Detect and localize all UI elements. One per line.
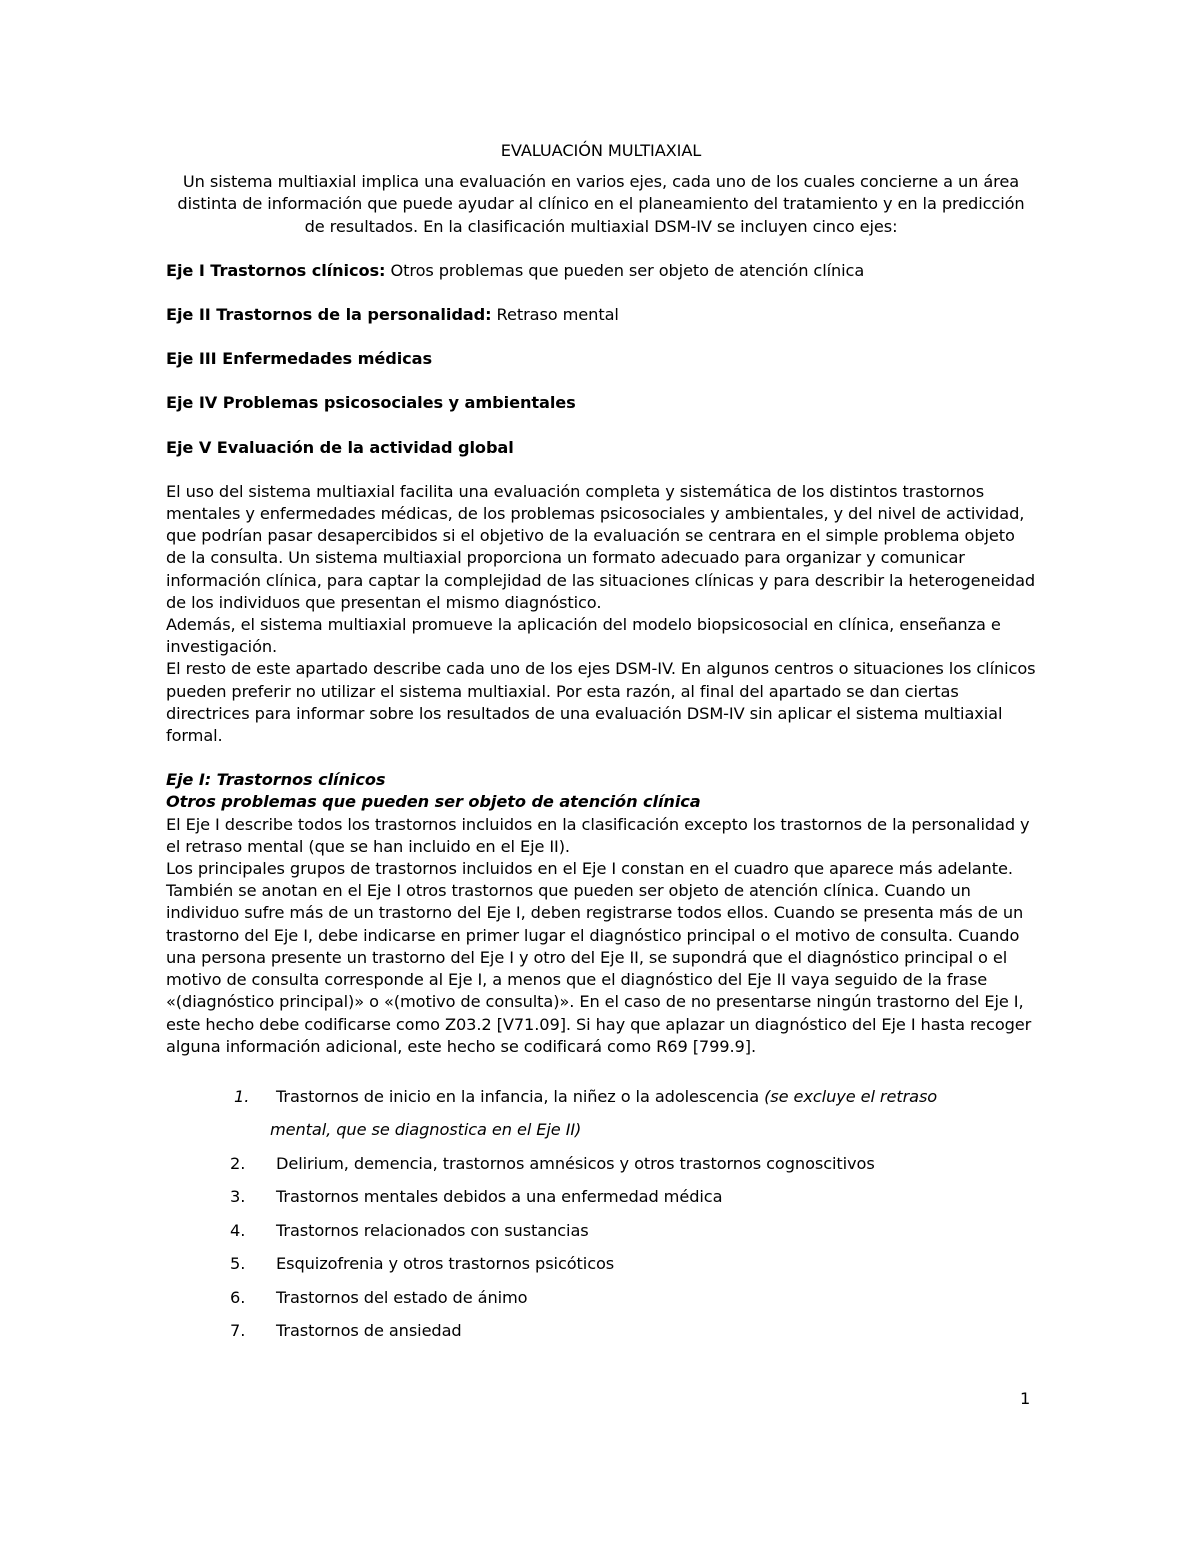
list-item (166, 1147, 1036, 1181)
axis-4-line (166, 392, 1036, 414)
page-number: 1 (1020, 1389, 1031, 1408)
section-paragraph: Los principales grupos de trastornos incluidos en el Eje I constan en el cuadro que aparece más adelante. También se anotan en el Eje I otros trastornos que pueden ser objeto de atención clínica. Cuando un individuo sufre más de un trastorno del Eje I, deben registrarse todos ellos. Cuando se presenta más de un trastorno del Eje I, debe indicarse en primer lugar el diagnóstico principal o el motivo de consulta. Cuando una persona presente un trastorno del Eje I y otro del Eje II, se supondrá que el diagnóstico principal o el motivo de consulta corresponde al Eje I, a menos que el diagnóstico del Eje II vaya seguido de la frase «(diagnóstico principal)» o «(motivo de consulta)». En el caso de no presentarse ningún trastorno del Eje I, este hecho debe codificarse como Z03.2 [V71.09]. Si hay que aplazar un diagnóstico del Eje I hasta recoger alguna información adicional, este hecho se codificará como R69 [799.9]. (166, 859, 1032, 1056)
list-item-text: Trastornos relacionados con sustancias (276, 1220, 589, 1240)
axis-1-label: Eje I Trastornos clínicos: (166, 260, 386, 280)
intro-paragraph: Un sistema multiaxial implica una evaluación en varios ejes, cada uno de los cuales concierne a un área distinta de información que puede ayudar al clínico en el planeamiento del tratamiento y en la predicción de resultados. En la clasificación multiaxial DSM-IV se incluyen cinco ejes: (177, 172, 1025, 236)
axis-5-line (166, 437, 1036, 459)
list-item-note-continued: mental, que se diagnostica en el Eje II) (270, 1120, 582, 1140)
disorder-list (166, 1080, 1036, 1348)
list-item-text: Trastornos de inicio en la infancia, la niñez o la adolescencia (276, 1086, 765, 1106)
list-item-text: Trastornos de ansiedad (276, 1321, 462, 1341)
list-item-text: Esquizofrenia y otros trastornos psicóticos (276, 1254, 615, 1274)
body-paragraph: Además, el sistema multiaxial promueve la aplicación del modelo biopsicosocial en clínica, enseñanza e investigación. (166, 615, 1001, 657)
list-item (166, 1214, 1036, 1248)
list-item-text: Delirium, demencia, trastornos amnésicos y otros trastornos cognoscitivos (276, 1153, 875, 1173)
list-item (166, 1247, 1036, 1281)
list-item-number: 7. (230, 1321, 246, 1341)
body-text (166, 481, 1036, 747)
document-page (166, 140, 1036, 1348)
section-heading: Eje I: Trastornos clínicos (166, 770, 386, 790)
list-item-number: 6. (230, 1287, 246, 1307)
axis-3-label: Eje III Enfermedades médicas (166, 349, 433, 369)
axis-2-line (166, 304, 1036, 326)
list-item-number: 4. (230, 1220, 246, 1240)
list-item-number: 3. (230, 1187, 246, 1207)
list-item-note: (se excluye el retraso (764, 1086, 938, 1106)
list-item-number: 1. (234, 1086, 250, 1106)
body-paragraph: El uso del sistema multiaxial facilita una evaluación completa y sistemática de los distintos trastornos mentales y enfermedades médicas, de los problemas psicosociales y ambientales, y del nivel de actividad, que podrían pasar desapercibidos si el objetivo de la evaluación se centrara en el simple problema objeto de la consulta. Un sistema multiaxial proporciona un formato adecuado para organizar y comunicar información clínica, para captar la complejidad de las situaciones clínicas y para describir la heterogeneidad de los individuos que presentan el mismo diagnóstico. (166, 481, 1036, 612)
axis-5-label: Eje V Evaluación de la actividad global (166, 437, 514, 457)
list-item (166, 1080, 1036, 1147)
section-body (166, 814, 1036, 1058)
list-item-text: Trastornos mentales debidos a una enfermedad médica (276, 1187, 723, 1207)
list-item (166, 1314, 1036, 1348)
axis-2-label: Eje II Trastornos de la personalidad: (166, 305, 492, 325)
list-item-number: 5. (230, 1254, 246, 1274)
section-paragraph: El Eje I describe todos los trastornos incluidos en la clasificación excepto los trastornos de la personalidad y el retraso mental (que se han incluido en el Eje II). (166, 814, 1030, 856)
axis-3-line (166, 348, 1036, 370)
page-title: EVALUACIÓN MULTIAXIAL (500, 141, 702, 160)
axis-1-line (166, 260, 1036, 282)
list-item (166, 1180, 1036, 1214)
list-item (166, 1281, 1036, 1315)
list-item-text: Trastornos del estado de ánimo (276, 1287, 528, 1307)
axis-4-label: Eje IV Problemas psicosociales y ambientales (166, 393, 576, 413)
body-paragraph: El resto de este apartado describe cada uno de los ejes DSM-IV. En algunos centros o situaciones los clínicos pueden preferir no utilizar el sistema multiaxial. Por esta razón, al final del apartado se dan ciertas directrices para informar sobre los resultados de una evaluación DSM-IV sin aplicar el sistema multiaxial formal. (166, 659, 1036, 746)
axis-1-desc: Otros problemas que pueden ser objeto de atención clínica (385, 260, 865, 280)
axis-2-desc: Retraso mental (491, 305, 619, 325)
section-subheading: Otros problemas que pueden ser objeto de atención clínica (166, 792, 701, 812)
list-item-number: 2. (230, 1153, 246, 1173)
